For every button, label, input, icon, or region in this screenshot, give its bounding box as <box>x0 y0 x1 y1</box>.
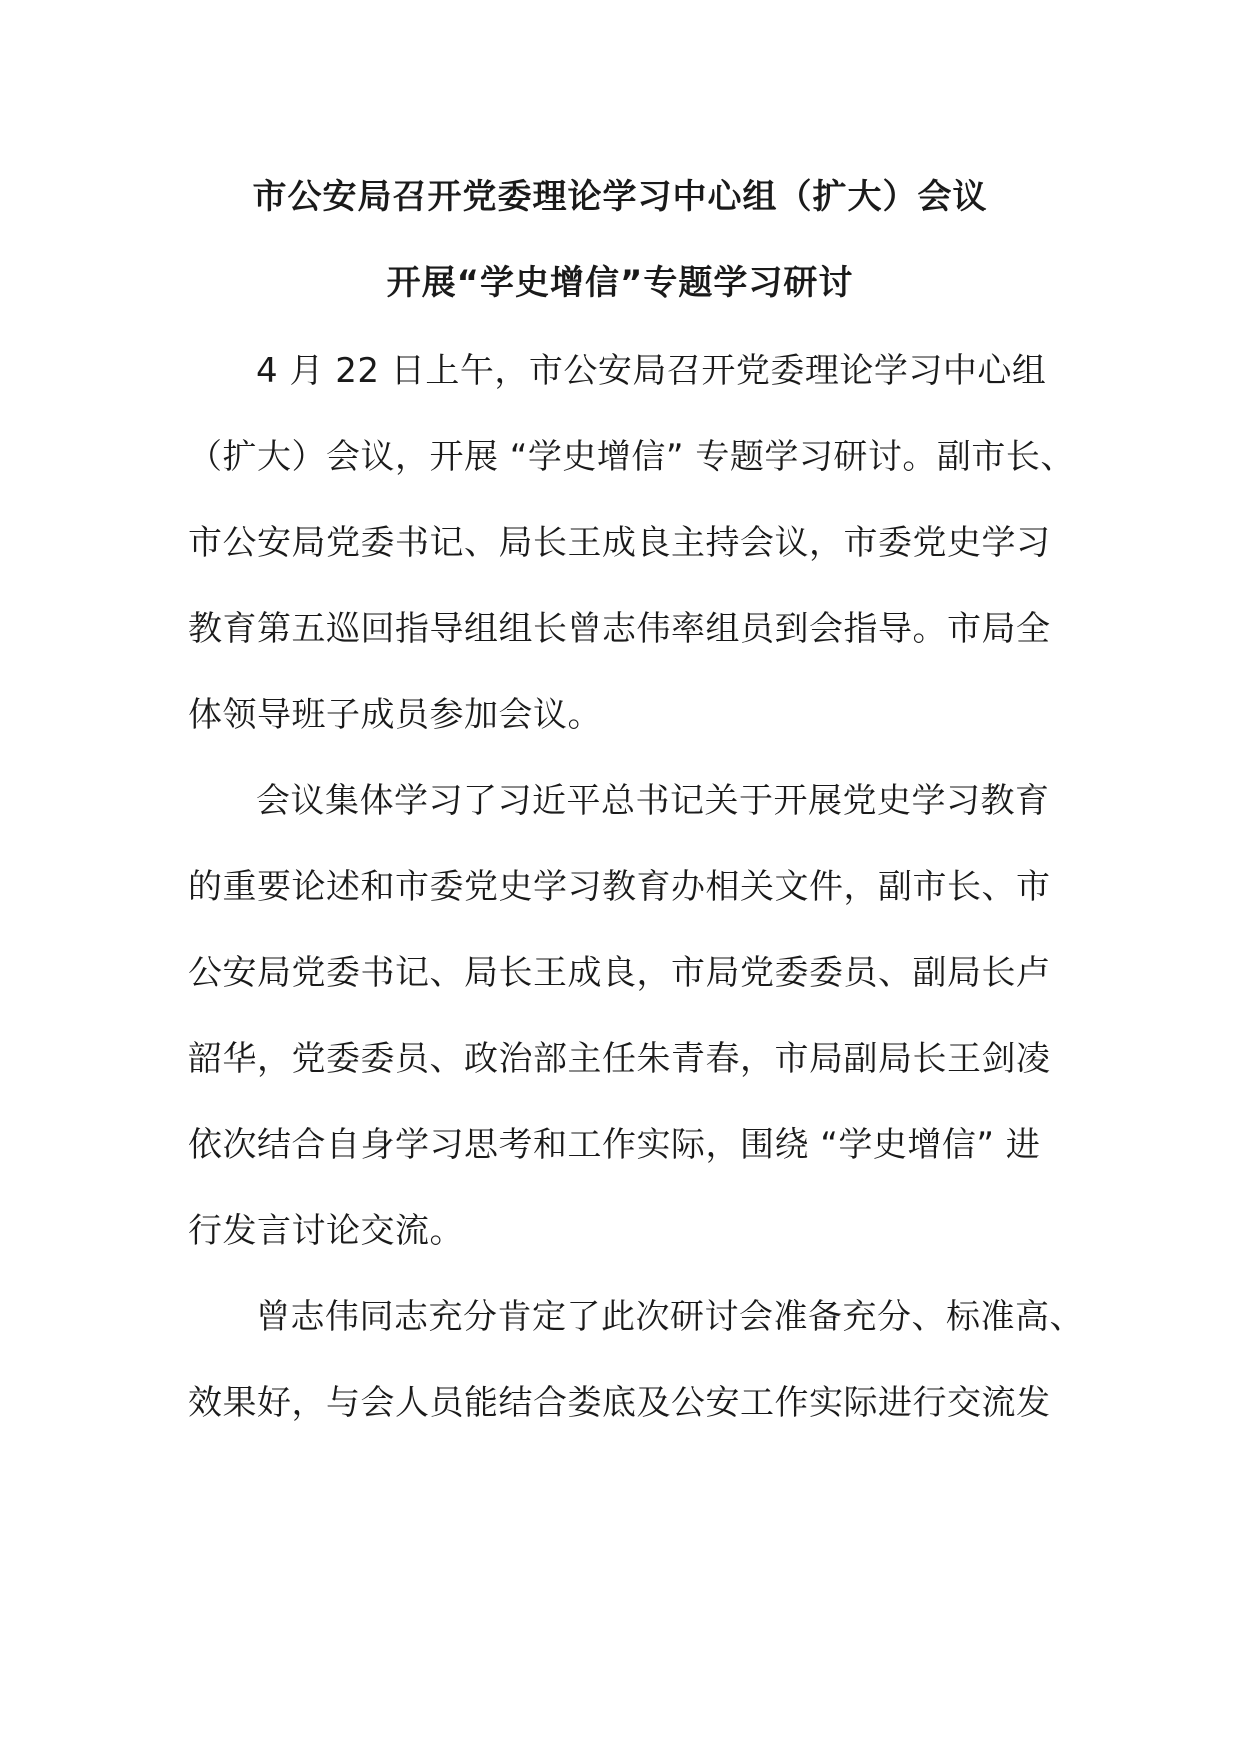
paragraph-1-line-2: （扩大）会议，开展 “学史增信” 专题学习研讨。副市长、 <box>188 437 1075 477</box>
paragraph-3-line-2: 效果好，与会人员能结合娄底及公安工作实际进行交流发 <box>188 1383 1051 1423</box>
paragraph-1-line-4: 教育第五巡回指导组组长曾志伟率组员到会指导。市局全 <box>188 609 1051 649</box>
paragraph-3-line-1: 曾志伟同志充分肯定了此次研讨会准备充分、标准高、 <box>256 1297 1084 1337</box>
paragraph-2-line-3: 公安局党委书记、局长王成良，市局党委委员、副局长卢 <box>188 953 1051 993</box>
paragraph-2-line-5: 依次结合自身学习思考和工作实际，围绕 “学史增信” 进 <box>188 1125 1041 1165</box>
paragraph-2-line-4: 韶华，党委委员、政治部主任朱青春，市局副局长王剑凌 <box>188 1039 1051 1079</box>
paragraph-2-line-2: 的重要论述和市委党史学习教育办相关文件，副市长、市 <box>188 867 1051 907</box>
document-title-line-2: 开展“学史增信”专题学习研讨 <box>386 263 854 303</box>
paragraph-2-line-1: 会议集体学习了习近平总书记关于开展党史学习教育 <box>256 781 1050 821</box>
document-title-line-1: 市公安局召开党委理论学习中心组（扩大）会议 <box>252 177 988 217</box>
paragraph-2-line-6: 行发言讨论交流。 <box>188 1211 464 1251</box>
paragraph-1-line-5: 体领导班子成员参加会议。 <box>188 695 602 735</box>
paragraph-1-line-3: 市公安局党委书记、局长王成良主持会议，市委党史学习 <box>188 523 1051 563</box>
paragraph-1-line-1: 4 月 22 日上午，市公安局召开党委理论学习中心组 <box>256 351 1047 391</box>
